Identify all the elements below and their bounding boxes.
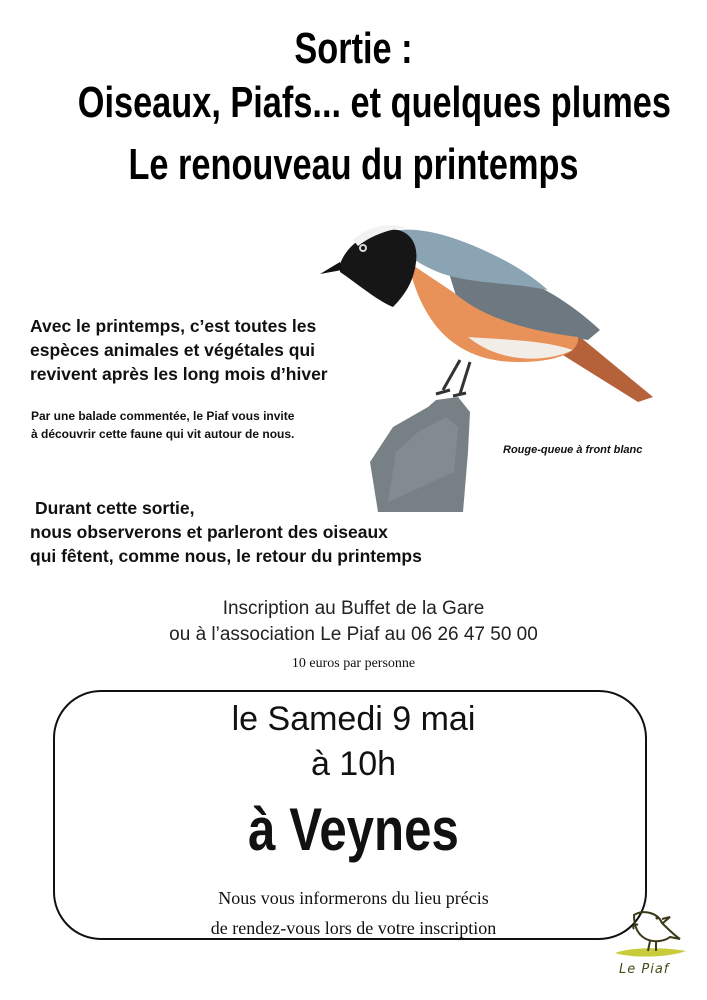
outing-line: Durant cette sortie, — [35, 498, 195, 518]
outing-line: nous observerons et parleront des oiseaux — [30, 522, 388, 542]
intro-line: revivent après les long mois d’hiver — [30, 364, 328, 384]
bird-caption: Rouge-queue à front blanc — [503, 444, 643, 456]
walk-line: Par une balade commentée, le Piaf vous invite — [31, 409, 295, 423]
poster-title-line2: Oiseaux, Piafs... et quelques plumes — [77, 78, 671, 127]
registration-line2: ou à l’association Le Piaf au 06 26 47 50 00 — [169, 624, 538, 645]
intro-line: Avec le printemps, c’est toutes les — [30, 316, 317, 336]
logo-text: Le Piaf — [619, 962, 670, 977]
outing-line: qui fêtent, comme nous, le retour du printemps — [30, 546, 422, 566]
event-date: le Samedi 9 mai — [231, 700, 476, 738]
intro-paragraph — [30, 314, 390, 386]
poster-subtitle: Le renouveau du printemps — [128, 140, 579, 189]
event-note-line2: de rendez-vous lors de votre inscription — [210, 918, 497, 938]
bird-head — [340, 230, 416, 307]
poster-title-line1: Sortie : — [294, 24, 413, 73]
outing-description — [30, 496, 530, 568]
walk-description — [31, 407, 391, 443]
walk-line: à découvrir cette faune qui vit autour de nous. — [31, 427, 295, 441]
event-time: à 10h — [310, 745, 397, 783]
registration-line1: Inscription au Buffet de la Gare — [222, 598, 485, 619]
event-note-line1: Nous vous informerons du lieu précis — [218, 888, 489, 908]
intro-line: espèces animales et végétales qui — [30, 340, 316, 360]
event-place: à Veynes — [248, 796, 459, 863]
price-text: 10 euros par personne — [291, 656, 416, 671]
